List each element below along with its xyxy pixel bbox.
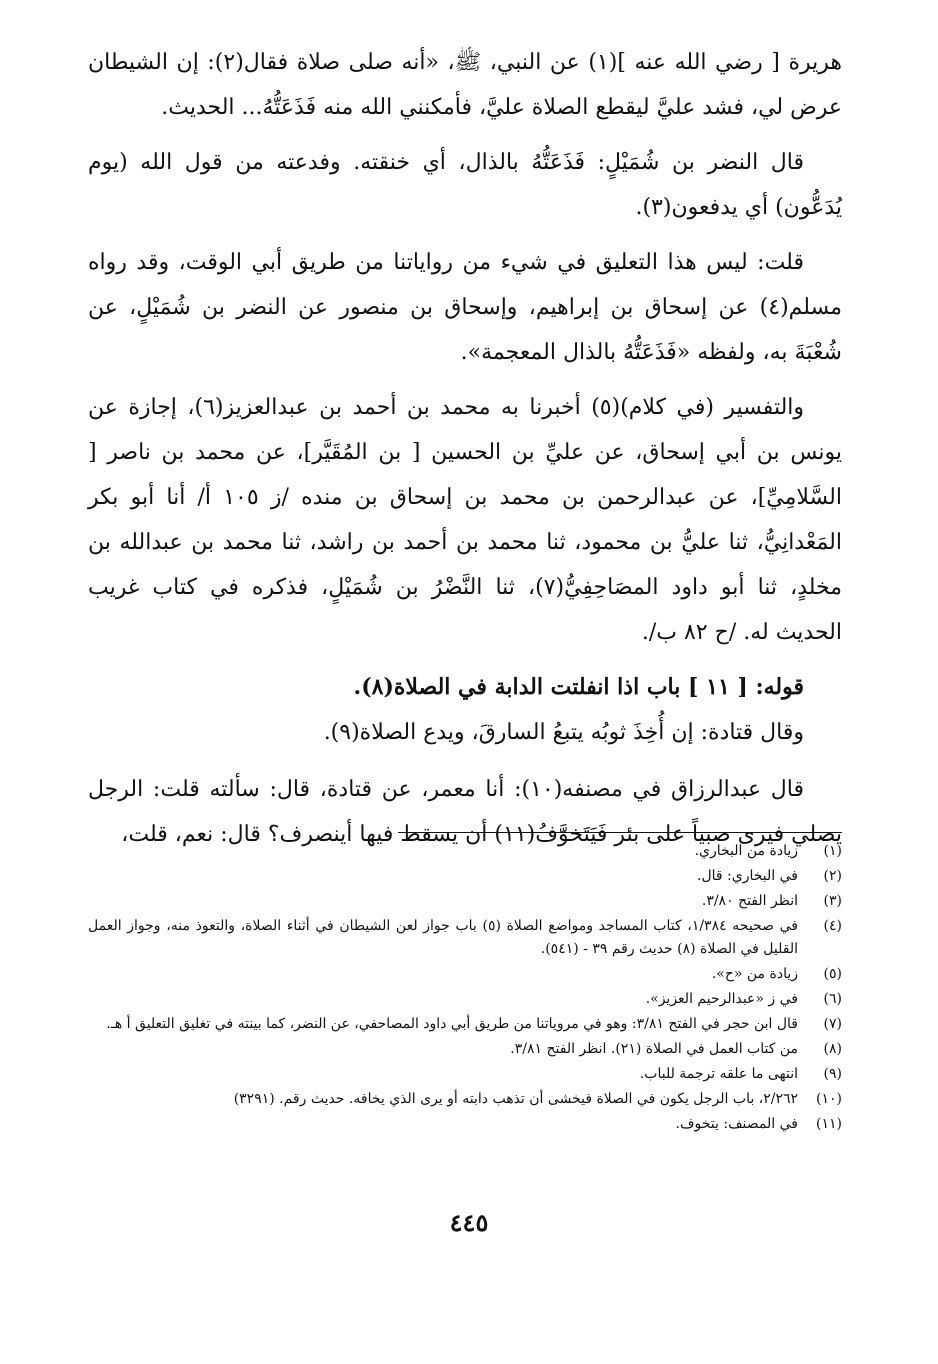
footnote-text: زيادة من البخاري. [694, 843, 798, 859]
footnote-item [88, 1013, 842, 1036]
footnote-text: في صحيحه ١/٣٨٤، كتاب المساجد ومواضع الصلاة (٥) باب جواز لعن الشيطان في أثناء الصلاة، والتعوذ منه، وجواز العمل القليل في الصلاة (٨) حديث رقم ٣٩ - (٥٤١). [88, 918, 798, 957]
footnote-item [88, 890, 842, 913]
footnote-text: من كتاب العمل في الصلاة (٢١). انظر الفتح ٣/٨١. [510, 1041, 798, 1057]
footnote-number: (١١) [816, 1116, 842, 1132]
footnote-item [88, 840, 842, 863]
footnote-number: (٣) [823, 893, 842, 909]
footnote-text: قال ابن حجر في الفتح ٣/٨١: وهو في مروياتنا من طريق أبي داود المصاحفي، عن النضر، كما بينته في تغليق التعليق أ هـ. [106, 1016, 798, 1032]
main-text [88, 40, 842, 867]
footnote-text: انظر الفتح ٣/٨٠. [701, 893, 798, 909]
page-number: ٤٤٥ [449, 1208, 489, 1237]
paragraph-last: قال عبدالرزاق في مصنفه(١٠): أنا معمر، عن قتادة، قال: سألته قلت: الرجل يصلي فيرى صبياً على بئر فَيَتَخوَّفُ(١١) أن يسقط فيها أينصرف؟ قال: نعم، قلت، [88, 777, 842, 847]
paragraph-2: قال النضر بن شُمَيْلٍ: فَذَعَتُّهُ بالذال، أي خنقته. وفدعته من قول الله (يوم يُدَعُّون) أي يدفعون(٣). [88, 150, 842, 220]
footnote-number: (٤) [823, 918, 842, 934]
footnote-text: انتهى ما علقه ترجمة للباب. [639, 1066, 798, 1082]
paragraph-3: قلت: ليس هذا التعليق في شيء من رواياتنا من طريق أبي الوقت، وقد رواه مسلم(٤) عن إسحاق بن إبراهيم، وإسحاق بن منصور عن النضر بن شُمَيْلٍ، عن شُعْبَةَ به، ولفظه «فَذَعَتُّهُ بالذال المعجمة». [88, 250, 842, 365]
paragraph-4: والتفسير (في كلام)(٥) أخبرنا به محمد بن أحمد بن عبدالعزيز(٦)، إجازة عن يونس بن أبي إسحاق، عن عليِّ بن الحسين [ بن المُقَيَّر]، عن محمد بن ناصر [ السَّلامِيِّ]، عن عبدالرحمن بن محمد بن إسحاق بن منده /ز ١٠٥ أ/ أنا أبو بكر المَعْدانِيُّ، ثنا عليُّ بن محمود، ثنا محمد بن أحمد بن راشد، ثنا محمد بن عبدالله بن مخلدٍ، ثنا أبو داود المصَاحِفِيُّ(٧)، ثنا النَّضْرُ بن شُمَيْلٍ، فذكره في كتاب غريب الحديث له. /ح ٨٢ ب/. [88, 395, 843, 645]
footnote-item [88, 963, 842, 986]
footnote-number: (٨) [823, 1041, 842, 1057]
footnote-item [88, 1088, 842, 1111]
footnote-text: في المصنف: يتخوف. [675, 1116, 798, 1132]
footnote-text: في ز «عبدالرحيم العزيز». [645, 991, 798, 1007]
footnote-item [88, 1063, 842, 1086]
footnote-number: (١٠) [816, 1091, 842, 1107]
footnote-item [88, 1113, 842, 1136]
footnote-item [88, 1038, 842, 1061]
footnote-item [88, 988, 842, 1011]
footnotes [88, 840, 842, 1138]
qatada-quote: وقال قتادة: إن أُخِذَ ثوبُه يتبعُ السارقَ، ويدع الصلاة(٩). [323, 720, 804, 745]
chapter-heading: قوله: [ ١١ ] باب اذا انفلتت الدابة في الصلاة(٨). [353, 674, 804, 700]
paragraph-1: هريرة [ رضي الله عنه ](١) عن النبي، ﷺ، «أنه صلى صلاة فقال(٢): إن الشيطان عرض لي، فشد عليَّ ليقطع الصلاة عليَّ، فأمكنني الله منه فَذَعَتُّهُ... الحديث. [88, 50, 842, 120]
footnote-number: (١) [823, 843, 842, 859]
footnote-number: (٩) [823, 1066, 842, 1082]
footnote-number: (٢) [823, 868, 842, 884]
footnote-number: (٥) [823, 966, 842, 982]
footnote-divider [398, 832, 842, 833]
footnote-text: ٢/٢٦٢، باب الرجل يكون في الصلاة فيخشى أن تذهب دابته أو يرى الذي يخافه. حديث رقم. (٣٢٩١) [233, 1091, 798, 1107]
footnote-text: زيادة من «ح». [711, 966, 798, 982]
footnote-item [88, 865, 842, 888]
footnote-number: (٧) [823, 1016, 842, 1032]
footnote-text: في البخاري: قال. [697, 868, 798, 884]
footnote-item [88, 915, 842, 961]
footnote-number: (٦) [823, 991, 842, 1007]
